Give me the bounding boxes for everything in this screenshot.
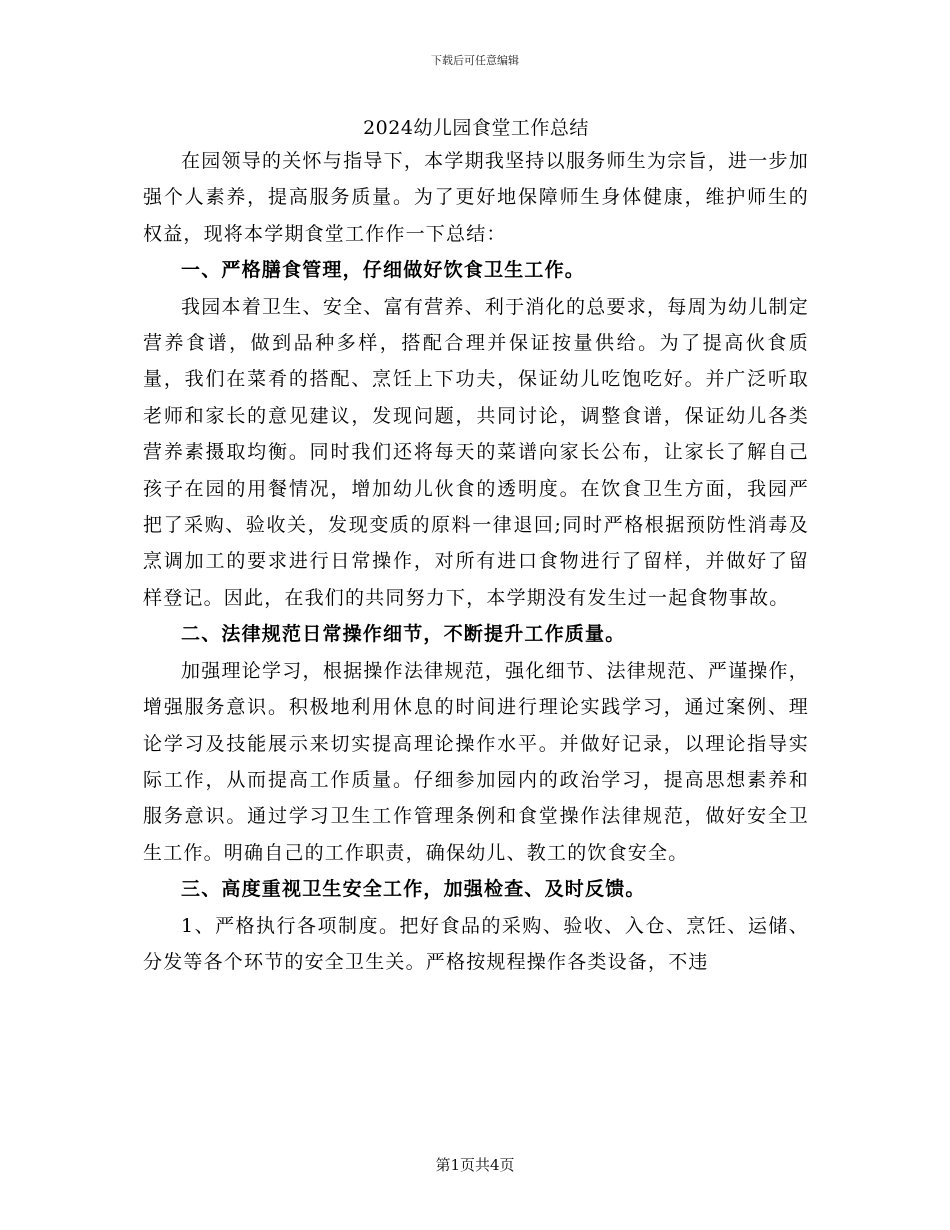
section-2-body: 加强理论学习，根据操作法律规范，强化细节、法律规范、严谨操作，增强服务意识。积极地利用休息的时间进行理论实践学习，通过案例、理论学习及技能展示来切实提高理论操作水平。并做好记录，以理论指导实际工作，从而提高工作质量。仔细参加园内的政治学习，提高思想素养和服务意识。通过学习卫生工作管理条例和食堂操作法律规范，做好安全卫生工作。明确自己的工作职责，确保幼儿、教工的饮食安全。 (143, 659, 809, 864)
document-title: 2024幼儿园食堂工作总结 (363, 117, 589, 139)
section-1-heading: 一、严格膳食管理，仔细做好饮食卫生工作。 (181, 259, 586, 282)
section-2-heading: 二、法律规范日常操作细节，不断提升工作质量。 (181, 623, 626, 646)
section-3-body: 1、严格执行各项制度。把好食品的采购、验收、入仓、烹饪、运储、分发等各个环节的安全卫生关。严格按规程操作各类设备，不违 (143, 914, 809, 973)
document-body (143, 113, 809, 980)
page-number: 第1页共4页 (435, 1156, 515, 1174)
page-header-note: 下载后可任意编辑 (431, 54, 519, 67)
section-3-heading: 三、高度重视卫生安全工作，加强检查、及时反馈。 (181, 878, 646, 901)
intro-paragraph: 在园领导的关怀与指导下，本学期我坚持以服务师生为宗旨，进一步加强个人素养，提高服务质量。为了更好地保障师生身体健康，维护师生的权益，现将本学期食堂工作作一下总结： (143, 150, 809, 245)
section-1-body: 我园本着卫生、安全、富有营养、利于消化的总要求，每周为幼儿制定营养食谱，做到品种多样，搭配合理并保证按量供给。为了提高伙食质量，我们在菜肴的搭配、烹饪上下功夫，保证幼儿吃饱吃好。并广泛听取老师和家长的意见建议，发现问题，共同讨论，调整食谱，保证幼儿各类营养素摄取均衡。同时我们还将每天的菜谱向家长公布，让家长了解自己孩子在园的用餐情况，增加幼儿伙食的透明度。在饮食卫生方面，我园严把了采购、验收关，发现变质的原料一律退回;同时严格根据预防性消毒及烹调加工的要求进行日常操作，对所有进口食物进行了留样，并做好了留样登记。因此，在我们的共同努力下，本学期没有发生过一起食物事故。 (143, 295, 809, 609)
